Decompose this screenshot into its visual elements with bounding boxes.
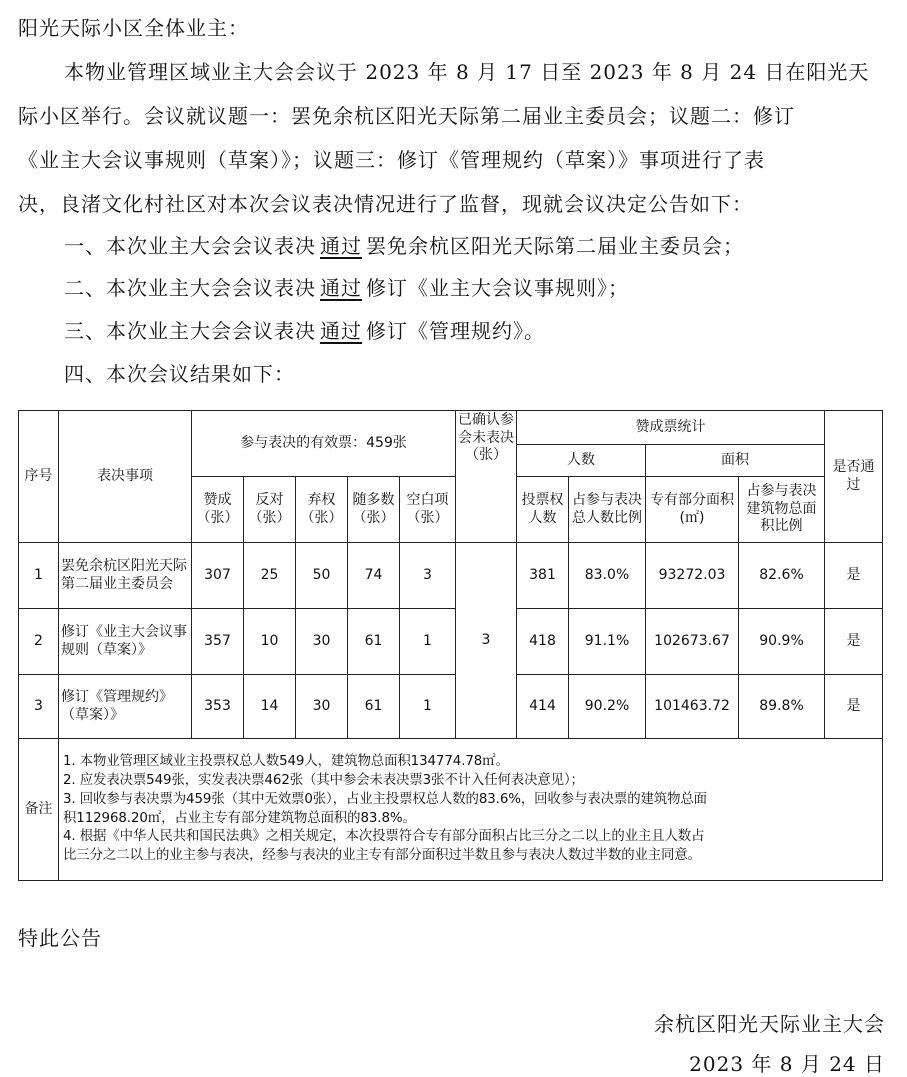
header-abstain: 弃权（张） [296,477,348,543]
row-voters: 414 [517,675,569,739]
decision-1 [64,230,744,259]
issue-date: 2023 年 8 月 24 日 [689,1052,885,1076]
row-follow: 61 [348,609,400,675]
header-voters: 投票权人数 [517,477,569,543]
row-blank: 1 [400,609,456,675]
row-area-ratio: 90.9% [739,609,825,675]
row-abstain: 30 [296,609,348,675]
table-row [19,675,883,739]
row-approve: 353 [192,675,244,739]
row-voters: 418 [517,609,569,675]
remark-line: 2. 应发表决票549张，实发表决票462张（其中参会未表决票3张不计入任何表决意见）； [63,772,584,788]
row-people-ratio: 90.2% [569,675,646,739]
row-against: 25 [244,543,296,609]
header-item: 表决事项 [59,411,192,543]
result-heading: 四、本次会议结果如下： [64,362,295,386]
decision-1-suffix: 罢免余杭区阳光天际第二届业主委员会； [366,234,744,258]
remark-line: 3. 回收参与表决票为459张（其中无效票0张），占业主投票权总人数的83.6%，回收参与表决票的建筑物总面 [63,791,707,807]
remark-content [59,739,883,881]
intro-line-4: 决，良渚文化村社区对本次会议表决情况进行了监督，现就会议决定公告如下： [18,192,753,216]
header-approve: 赞成（张） [192,477,244,543]
decision-1-prefix: 一、本次业主大会会议表决 [64,234,316,258]
vote-result-table [18,410,883,881]
header-area: 面积 [646,445,825,477]
decision-2 [64,272,629,301]
issuer: 余杭区阳光天际业主大会 [654,1012,885,1036]
decision-3-result: 通过 [320,319,362,343]
row-voters: 381 [517,543,569,609]
row-blank: 3 [400,543,456,609]
header-passed: 是否通过 [825,411,883,543]
row-area-ratio: 82.6% [739,543,825,609]
row-passed: 是 [825,543,883,609]
row-item: 修订《业主大会议事规则（草案）》 [59,609,192,675]
decision-2-suffix: 修订《业主大会议事规则》； [366,276,629,300]
row-approve: 307 [192,543,244,609]
row-abstain: 30 [296,675,348,739]
decision-3-prefix: 三、本次业主大会会议表决 [64,319,316,343]
intro-line-3: 《业主大会议事规则（草案）》；议题三：修订《管理规约（草案）》事项进行了表 [18,148,765,172]
row-item: 修订《管理规约》（草案）》 [59,675,192,739]
remark-line: 1. 本物业管理区域业主投票权总人数549人，建筑物总面积134774.78㎡。 [63,754,509,770]
header-valid-votes: 参与表决的有效票：459张 [192,411,456,477]
row-against: 10 [244,609,296,675]
remark-label: 备注 [19,739,59,881]
row-people-ratio: 83.0% [569,543,646,609]
intro-line-1: 本物业管理区域业主大会会议于 2023 年 8 月 17 日至 2023 年 8 月 24 日在阳光天 [64,60,870,84]
row-blank: 1 [400,675,456,739]
row-no: 1 [19,543,59,609]
header-no: 序号 [19,411,59,543]
header-confirmed: 已确认参会未表决（张） [456,411,517,543]
header-exclusive-area: 专有部分面积(㎡) [646,477,739,543]
salutation: 阳光天际小区全体业主： [18,16,249,40]
remark-line: 积112968.20㎡，占业主专有部分建筑物总面积的83.8%。 [63,810,416,826]
row-people-ratio: 91.1% [569,609,646,675]
row-no: 2 [19,609,59,675]
decision-3-suffix: 修订《管理规约》。 [366,319,545,343]
remark-line: 比三分之二以上的业主参与表决，经参与表决的业主专有部分面积过半数且参与表决人数过半数的业主同意。 [63,848,701,864]
row-no: 3 [19,675,59,739]
row-follow: 61 [348,675,400,739]
header-against: 反对（张） [244,477,296,543]
confirmed-value: 3 [456,543,517,739]
row-follow: 74 [348,543,400,609]
header-approve-stats: 赞成票统计 [517,411,825,445]
table-row [19,543,883,609]
row-against: 14 [244,675,296,739]
closing: 特此公告 [18,926,102,950]
remark-line: 4. 根据《中华人民共和国民法典》之相关规定，本次投票符合专有部分面积占比三分之二以上的业主且人数占 [63,829,705,845]
header-people-ratio: 占参与表决总人数比例 [569,477,646,543]
row-abstain: 50 [296,543,348,609]
header-follow: 随多数（张） [348,477,400,543]
decision-2-prefix: 二、本次业主大会会议表决 [64,276,316,300]
header-people: 人数 [517,445,646,477]
row-area-ratio: 89.8% [739,675,825,739]
row-area: 101463.72 [646,675,739,739]
header-blank: 空白项（张） [400,477,456,543]
row-area: 102673.67 [646,609,739,675]
row-item: 罢免余杭区阳光天际第二届业主委员会 [59,543,192,609]
row-approve: 357 [192,609,244,675]
decision-3 [64,315,545,344]
row-passed: 是 [825,675,883,739]
decision-1-result: 通过 [320,234,362,258]
table-row [19,609,883,675]
intro-line-2: 际小区举行。会议就议题一：罢免余杭区阳光天际第二届业主委员会；议题二：修订 [18,104,795,128]
row-passed: 是 [825,609,883,675]
row-area: 93272.03 [646,543,739,609]
header-area-ratio: 占参与表决建筑物总面积比例 [739,477,825,543]
decision-2-result: 通过 [320,276,362,300]
